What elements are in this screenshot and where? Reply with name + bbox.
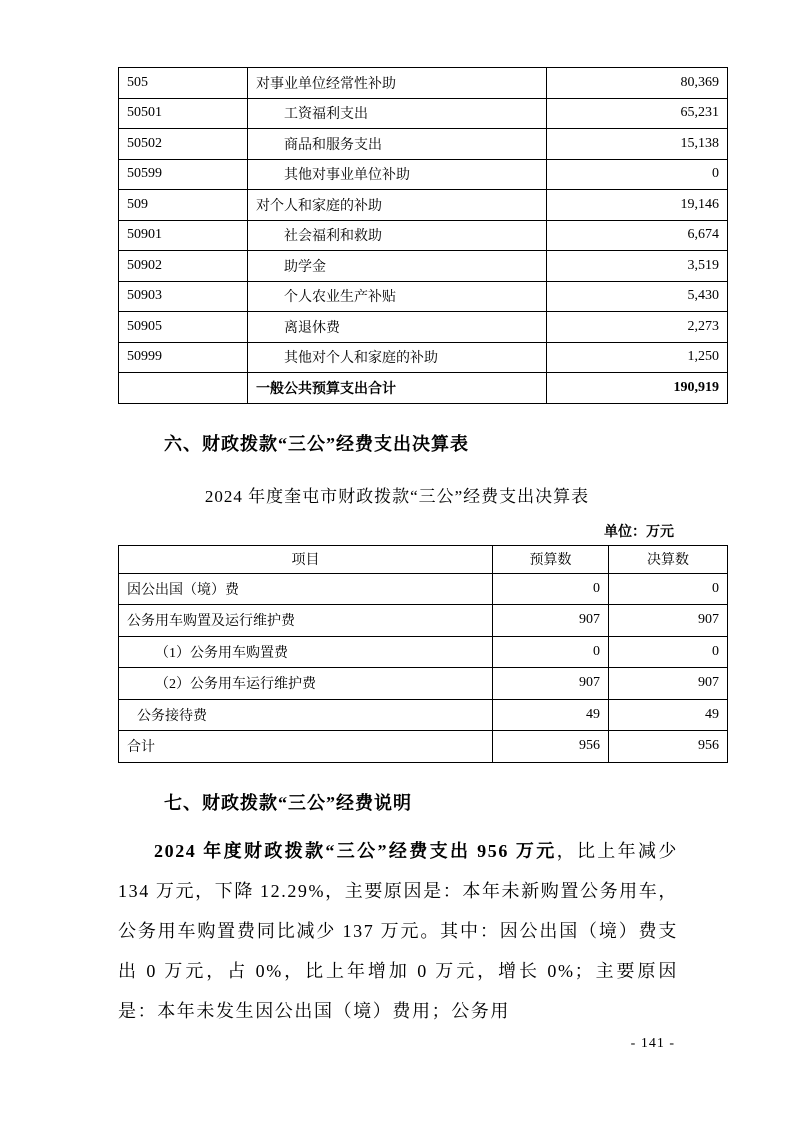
final-cell: 907 <box>609 668 728 700</box>
budget-cell: 907 <box>493 605 609 637</box>
total-amount-cell: 190,919 <box>547 373 728 404</box>
total-label-cell: 一般公共预算支出合计 <box>248 373 547 404</box>
code-cell: 50999 <box>119 342 248 373</box>
table-row <box>119 68 728 99</box>
code-cell: 50905 <box>119 312 248 343</box>
table-row <box>119 636 728 668</box>
code-cell: 50902 <box>119 251 248 282</box>
amount-cell: 6,674 <box>547 220 728 251</box>
page-content <box>118 0 719 1031</box>
amount-cell: 1,250 <box>547 342 728 373</box>
final-cell: 907 <box>609 605 728 637</box>
table-row <box>119 668 728 700</box>
name-cell: 对个人和家庭的补助 <box>248 190 547 221</box>
table-row <box>119 129 728 160</box>
amount-cell: 15,138 <box>547 129 728 160</box>
code-cell: 50903 <box>119 281 248 312</box>
name-cell: 个人农业生产补贴 <box>248 281 547 312</box>
item-cell: （1）公务用车购置费 <box>119 636 493 668</box>
budget-cell: 0 <box>493 636 609 668</box>
name-cell: 工资福利支出 <box>248 98 547 129</box>
table-row <box>119 190 728 221</box>
amount-cell: 65,231 <box>547 98 728 129</box>
code-cell: 505 <box>119 68 248 99</box>
name-cell: 离退休费 <box>248 312 547 343</box>
name-cell: 其他对个人和家庭的补助 <box>248 342 547 373</box>
final-cell: 49 <box>609 699 728 731</box>
header-final: 决算数 <box>609 545 728 573</box>
name-cell: 其他对事业单位补助 <box>248 159 547 190</box>
item-cell: 公务接待费 <box>119 699 493 731</box>
budget-cell: 0 <box>493 573 609 605</box>
amount-cell: 5,430 <box>547 281 728 312</box>
final-cell: 0 <box>609 636 728 668</box>
table-row <box>119 605 728 637</box>
item-cell: （2）公务用车运行维护费 <box>119 668 493 700</box>
final-cell: 956 <box>609 731 728 763</box>
table-header-row <box>119 545 728 573</box>
code-cell: 50901 <box>119 220 248 251</box>
name-cell: 社会福利和救助 <box>248 220 547 251</box>
table-row <box>119 699 728 731</box>
item-cell: 因公出国（境）费 <box>119 573 493 605</box>
budget-cell: 907 <box>493 668 609 700</box>
amount-cell: 2,273 <box>547 312 728 343</box>
section6-heading: 六、财政拨款“三公”经费支出决算表 <box>164 433 469 454</box>
code-cell: 50502 <box>119 129 248 160</box>
table-row <box>119 251 728 282</box>
table-row <box>119 342 728 373</box>
item-cell: 公务用车购置及运行维护费 <box>119 605 493 637</box>
code-cell <box>119 373 248 404</box>
code-cell: 509 <box>119 190 248 221</box>
budget-cell: 49 <box>493 699 609 731</box>
table2-title: 2024 年度奎屯市财政拨款“三公”经费支出决算表 <box>204 486 590 506</box>
section7-paragraph <box>118 831 678 1031</box>
table-row <box>119 312 728 343</box>
budget-expenditure-table <box>118 67 728 404</box>
page-number: - 141 - <box>630 1036 675 1051</box>
table-row <box>119 159 728 190</box>
table-total-row <box>119 373 728 404</box>
final-cell: 0 <box>609 573 728 605</box>
amount-cell: 0 <box>547 159 728 190</box>
amount-cell: 80,369 <box>547 68 728 99</box>
section7-heading: 七、财政拨款“三公”经费说明 <box>164 792 412 813</box>
table-row <box>119 98 728 129</box>
name-cell: 商品和服务支出 <box>248 129 547 160</box>
table-total-row <box>119 731 728 763</box>
header-budget: 预算数 <box>493 545 609 573</box>
paragraph-body-text: ，比上年减少 134 万元，下降 12.29%，主要原因是：本年未新购置公务用车，公务用车购置费同比减少 137 万元。其中：因公出国（境）费支出 0 万元，占 0%，比上年增加 0 万元，增长 0%；主要原因是：本年未发生因公出国（境）费用；公务用 <box>118 840 678 1021</box>
code-cell: 50501 <box>119 98 248 129</box>
budget-cell: 956 <box>493 731 609 763</box>
table-row <box>119 281 728 312</box>
name-cell: 助学金 <box>248 251 547 282</box>
amount-cell: 19,146 <box>547 190 728 221</box>
paragraph-bold-lead: 2024 年度财政拨款“三公”经费支出 956 万元 <box>154 840 557 861</box>
item-cell: 合计 <box>119 731 493 763</box>
unit-label: 单位：万元 <box>604 524 674 540</box>
table-row <box>119 220 728 251</box>
amount-cell: 3,519 <box>547 251 728 282</box>
header-item: 项目 <box>119 545 493 573</box>
table-row <box>119 573 728 605</box>
three-public-expenses-table <box>118 545 728 763</box>
name-cell: 对事业单位经常性补助 <box>248 68 547 99</box>
code-cell: 50599 <box>119 159 248 190</box>
